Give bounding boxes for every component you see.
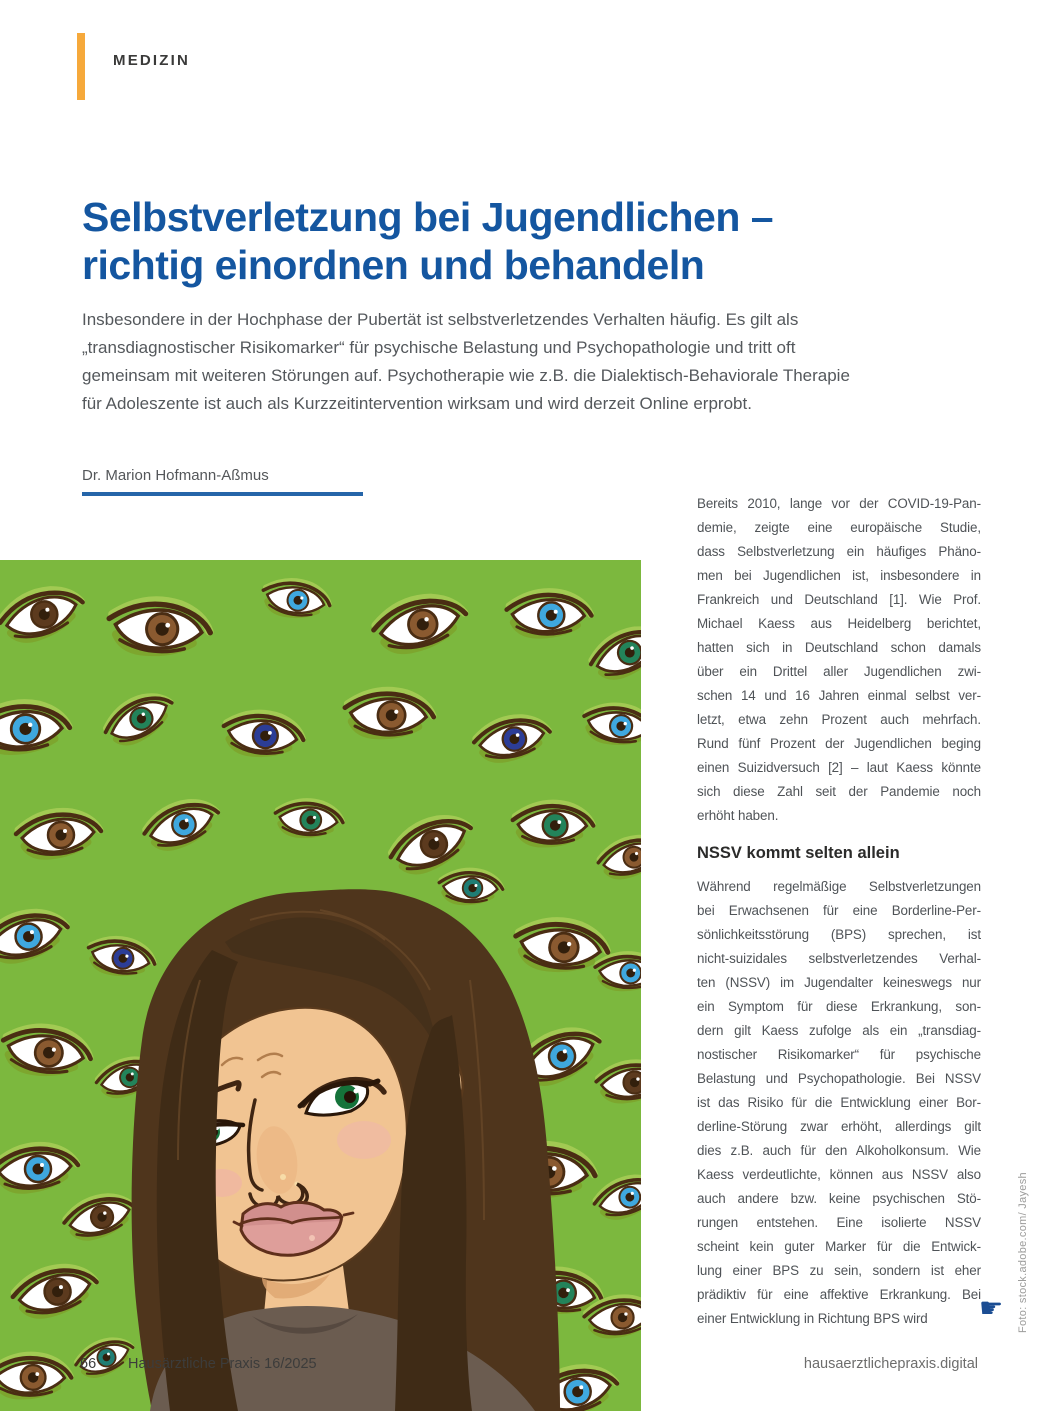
text-line: prädiktiv für eine affektive Erkrankung. Bei xyxy=(697,1287,981,1302)
pointing-hand-icon: ☛ xyxy=(979,1293,1004,1323)
text-line: einen Suizidversuch [2] – laut Kaess könnte xyxy=(697,760,981,775)
text-line: Belastung und Psychopathologie. Bei NSSV xyxy=(697,1071,981,1086)
title-line-1: Selbstverletzung bei Jugendlichen – xyxy=(82,194,774,241)
text-line: derline-Störung zwar erhöht, allerdings gilt xyxy=(697,1119,981,1134)
text-line: erhöht haben. xyxy=(697,808,779,823)
text-line: schen 14 und 16 Jahren einmal selbst ver- xyxy=(697,688,981,703)
text-line: lung einer BPS zu sein, sondern ist eher xyxy=(697,1263,981,1278)
text-line: ist das Risiko für die Entwicklung einer Bor- xyxy=(697,1095,981,1110)
article-column xyxy=(697,492,981,1331)
text-line: dass Selbstverletzung ein häufiges Phäno- xyxy=(697,544,981,559)
text-line: „transdiagnostischer Risikomarker“ für psychische Belastung und Psychopathologie und tritt oft xyxy=(82,338,796,357)
article-paragraph-1 xyxy=(697,492,981,828)
text-line: gemeinsam mit weiteren Störungen auf. Psychotherapie wie z.B. die Dialektisch-Behaviorale Therapie xyxy=(82,366,850,385)
text-line: Frankreich und Deutschland [1]. Wie Prof. xyxy=(697,592,981,607)
text-line: Bereits 2010, lange vor der COVID-19-Pan- xyxy=(697,496,981,511)
text-line: Kaess verdeutlichte, können aus NSSV also xyxy=(697,1167,981,1182)
text-line: sönlichkeitsstörung (BPS) sprechen, ist xyxy=(697,927,981,942)
text-line: dern gilt Kaess zufolge als ein „transdiag- xyxy=(697,1023,981,1038)
text-line: rungen entstehen. Eine isolierte NSSV xyxy=(697,1215,981,1230)
article-paragraph-2 xyxy=(697,875,981,1331)
text-line: ein Symptom für diese Erkrankung, son- xyxy=(697,999,981,1014)
eyes-girl-illustration xyxy=(0,560,641,1411)
text-line: hatten sich in Deutschland schon damals xyxy=(697,640,981,655)
text-line: demie, zeigte eine europäische Studie, xyxy=(697,520,981,535)
text-line: Michael Kaess aus Heidelberg berichtet, xyxy=(697,616,981,631)
section-accent-bar xyxy=(77,33,85,100)
text-line: ten (NSSV) im Jugendalter keineswegs nur xyxy=(697,975,981,990)
text-line: dies z.B. auch für den Alkoholkonsum. Wie xyxy=(697,1143,981,1158)
text-line: sich diese Zahl seit der Pandemie noch xyxy=(697,784,981,799)
section-label: MEDIZIN xyxy=(113,52,191,69)
text-line: nicht-suizidales selbstverletzendes Verhal- xyxy=(697,951,981,966)
text-line: Rund fünf Prozent der Jugendlichen beging xyxy=(697,736,981,751)
photo-credit: Foto: stock.adobe.com/ Jayesh xyxy=(1017,1172,1029,1333)
journal-name: Hausärztliche Praxis 16/2025 xyxy=(128,1356,317,1372)
text-line: einer Entwicklung in Richtung BPS wird xyxy=(697,1311,928,1326)
text-line: Insbesondere in der Hochphase der Pubertät ist selbstverletzendes Verhalten häufig. Es gilt als xyxy=(82,310,799,329)
text-line: für Adoleszente ist auch als Kurzzeitintervention wirksam und wird derzeit Online erprobt. xyxy=(82,394,752,413)
text-line: letzt, etwa zehn Prozent auch mehrfach. xyxy=(697,712,981,727)
text-line: über ein Drittel aller Jugendlichen zwi- xyxy=(697,664,981,679)
article-subheading: NSSV kommt selten allein xyxy=(697,844,900,862)
lead-paragraph xyxy=(82,306,982,418)
author-underline-rule xyxy=(82,492,363,496)
author-byline: Dr. Marion Hofmann-Aßmus xyxy=(82,467,269,484)
journal-website: hausaerztlichepraxis.digital xyxy=(803,1356,978,1372)
text-line: bei Erwachsenen für eine Borderline-Per- xyxy=(697,903,981,918)
page-footer xyxy=(0,1356,1058,1380)
title-line-2: richtig einordnen und behandeln xyxy=(82,242,705,289)
text-line: men bei Jugendlichen ist, insbesondere in xyxy=(697,568,981,583)
text-line: scheint kein guter Marker für die Entwick- xyxy=(697,1239,981,1254)
article-title xyxy=(82,193,982,289)
text-line: nostischer Risikomarker“ für psychische xyxy=(697,1047,981,1062)
girl-figure xyxy=(132,889,560,1411)
text-line: auch andere bzw. keine psychischen Stö- xyxy=(697,1191,981,1206)
text-line: Während regelmäßige Selbstverletzungen xyxy=(697,879,981,894)
page-number: 66 xyxy=(80,1356,97,1372)
